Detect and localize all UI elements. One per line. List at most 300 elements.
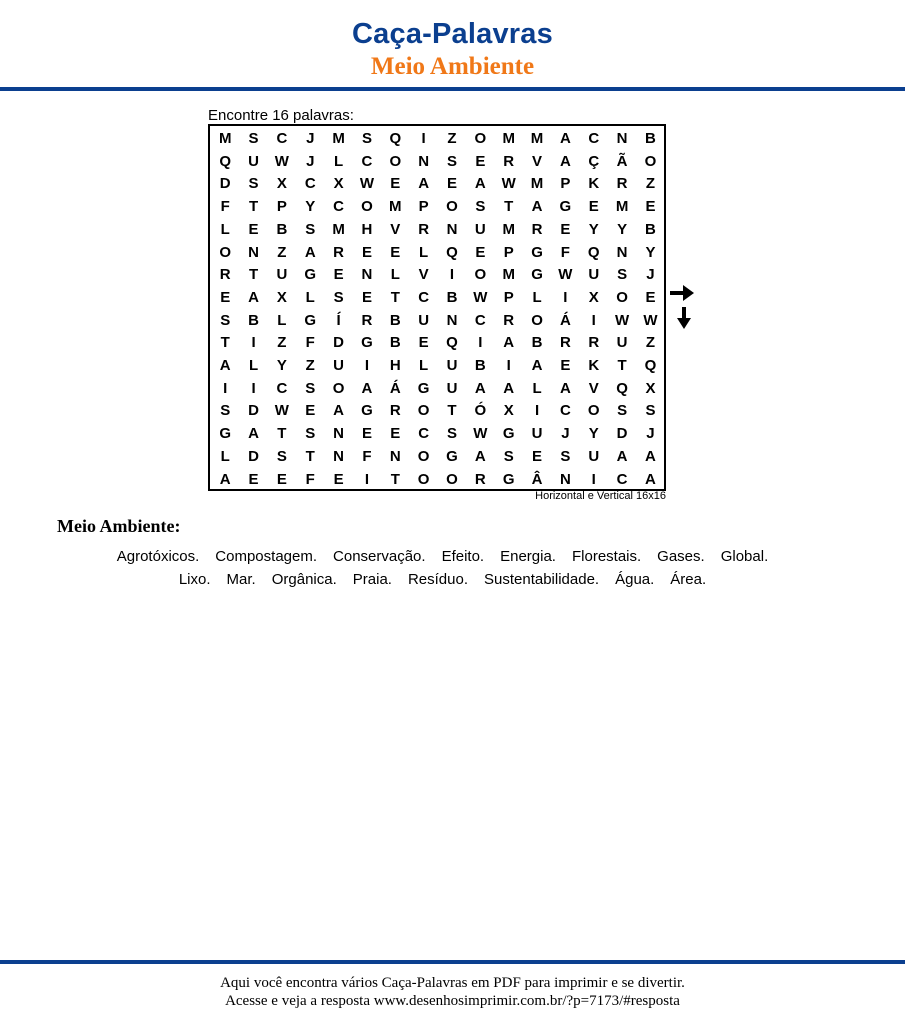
word-list-item: Orgânica. (271, 571, 337, 588)
grid-cell: K (588, 175, 600, 193)
instruction-text: Encontre 16 palavras: (208, 107, 354, 124)
grid-row (210, 172, 664, 195)
grid-cell: G (502, 425, 515, 443)
grid-cell: L (390, 266, 400, 284)
grid-cell: E (645, 198, 656, 216)
grid-cell: R (588, 334, 600, 352)
grid-cell: Á (389, 379, 401, 397)
grid-cell: G (219, 425, 232, 443)
grid-cell: S (248, 175, 259, 193)
word-list-item: Lixo. (178, 571, 211, 588)
grid-cell: O (361, 198, 373, 216)
grid-cell: Y (588, 425, 599, 443)
word-list-item: Florestais. (571, 548, 642, 565)
grid-cell: A (559, 152, 571, 170)
word-list-item: Gases. (657, 548, 705, 565)
word-list-item: Água. (615, 571, 655, 588)
grid-cell: Y (305, 198, 316, 216)
grid-cell: S (276, 447, 287, 465)
grid-cell: Y (588, 220, 599, 238)
grid-cell: N (418, 152, 430, 170)
grid-cell: W (501, 175, 516, 193)
grid-cell: U (616, 334, 628, 352)
grid-cell: E (361, 425, 372, 443)
word-list-item: Global. (720, 548, 769, 565)
grid-cell: S (446, 152, 457, 170)
grid-cell: W (643, 311, 658, 329)
grid-cell: X (645, 379, 656, 397)
grid-cell: W (473, 288, 488, 306)
grid-cell: O (417, 470, 430, 488)
grid-cell: P (560, 175, 571, 193)
grid-cell: Y (617, 220, 628, 238)
grid-cell: L (532, 288, 542, 306)
grid-cell: D (616, 425, 628, 443)
grid-cell: W (274, 152, 289, 170)
word-search-grid (208, 124, 666, 491)
grid-cell: C (361, 152, 373, 170)
grid-cell: N (616, 243, 628, 261)
word-list-item: Mar. (226, 571, 256, 588)
word-list-item: Resíduo. (407, 571, 468, 588)
word-list-item: Energia. (500, 548, 556, 565)
grid-cell: S (617, 266, 628, 284)
grid-cell: U (248, 152, 259, 170)
grid-cell: N (446, 311, 458, 329)
grid-cell: R (559, 334, 571, 352)
word-list-item: Agrotóxicos. (116, 548, 200, 565)
grid-cell: B (276, 220, 288, 238)
grid-cell: F (305, 334, 315, 352)
grid-cell: S (503, 447, 514, 465)
grid-cell: S (220, 402, 231, 420)
grid-row (210, 263, 664, 286)
grid-cell: S (446, 425, 457, 443)
grid-cell: S (475, 198, 486, 216)
grid-cell: T (248, 198, 259, 216)
grid-cell: N (361, 266, 373, 284)
grid-cell: F (560, 243, 570, 261)
word-list-item: Conservação. (333, 548, 426, 565)
grid-row (210, 195, 664, 218)
grid-cell: V (390, 220, 401, 238)
grid-cell: A (333, 402, 344, 420)
grid-cell: Q (587, 243, 600, 261)
grid-cell: G (502, 470, 515, 488)
grid-row (210, 445, 664, 468)
grid-cell: Y (276, 357, 287, 374)
grid-cell: C (559, 402, 571, 420)
grid-cell: L (248, 357, 259, 374)
grid-cell: C (418, 288, 430, 306)
grid-cell: O (587, 402, 600, 420)
grid-cell: N (248, 243, 259, 261)
grid-cell: X (588, 288, 599, 306)
grid-cell: I (223, 379, 228, 397)
grid-cell: E (276, 470, 287, 488)
grid-cell: P (503, 243, 514, 261)
grid-cell: M (389, 198, 402, 216)
grid-cell: E (588, 198, 599, 216)
grid-cell: J (646, 425, 655, 443)
grid-cell: A (531, 357, 543, 374)
arrow-down-icon (676, 307, 692, 329)
grid-cell: O (417, 402, 430, 420)
grid-row (210, 331, 664, 354)
grid-cell: W (615, 311, 630, 329)
grid-cell: O (474, 130, 487, 147)
grid-cell: S (645, 402, 656, 420)
grid-cell: R (503, 311, 515, 329)
grid-row (210, 468, 664, 491)
grid-cell: C (276, 379, 288, 397)
grid-cell: Z (277, 243, 287, 261)
grid-cell: C (304, 175, 316, 193)
grid-cell: D (333, 334, 344, 352)
grid-cell: A (645, 447, 656, 465)
grid-cell: A (559, 130, 571, 147)
grid-cell: U (588, 447, 600, 465)
grid-cell: C (276, 130, 288, 147)
grid-cell: W (558, 266, 573, 284)
grid-cell: Q (219, 152, 232, 170)
grid-cell: U (418, 311, 430, 329)
grid-cell: Ã (616, 152, 628, 170)
arrow-right-icon (670, 284, 694, 302)
grid-cell: Q (389, 130, 402, 147)
grid-row (210, 354, 664, 377)
grid-cell: T (220, 334, 230, 352)
grid-cell: G (304, 266, 317, 284)
word-list-item: Sustentabilidade. (484, 571, 600, 588)
grid-cell: Ó (474, 402, 487, 420)
grid-row (210, 399, 664, 422)
grid-cell: N (333, 447, 344, 465)
grid-cell: V (532, 152, 543, 170)
grid-cell: O (417, 447, 430, 465)
grid-cell: N (446, 220, 458, 238)
grid-cell: W (473, 425, 488, 443)
grid-cell: U (276, 266, 288, 284)
word-list-item: Compostagem. (215, 548, 318, 565)
grid-cell: N (389, 447, 401, 465)
grid-cell: Q (616, 379, 628, 397)
grid-cell: I (534, 402, 540, 420)
grid-cell: V (588, 379, 599, 397)
grid-cell: E (560, 357, 571, 374)
grid-cell: J (306, 152, 315, 170)
grid-cell: X (276, 288, 287, 306)
grid-cell: A (531, 198, 543, 216)
grid-cell: C (616, 470, 628, 488)
grid-cell: F (305, 470, 315, 488)
grid-cell: X (503, 402, 514, 420)
grid-cell: R (616, 175, 628, 193)
top-divider (0, 87, 905, 91)
grid-cell: B (446, 288, 458, 306)
grid-cell: Q (446, 243, 458, 261)
grid-cell: M (615, 198, 629, 216)
grid-cell: J (646, 266, 655, 284)
grid-cell: O (474, 266, 487, 284)
grid-cell: I (364, 470, 370, 488)
grid-cell: H (389, 357, 401, 374)
grid-cell: S (248, 130, 259, 147)
grid-cell: E (333, 266, 344, 284)
grid-cell: L (334, 152, 344, 170)
footer-line-2: Acesse e veja a resposta www.desenhosimprimir.com.br/?p=7173/#resposta (225, 993, 680, 1009)
page-title: Caça-Palavras (352, 18, 553, 50)
grid-cell: E (645, 288, 656, 306)
grid-cell: E (390, 243, 401, 261)
grid-cell: N (333, 425, 344, 443)
grid-cell: O (219, 243, 232, 261)
grid-cell: O (644, 152, 657, 170)
grid-row (210, 241, 664, 264)
grid-row (210, 286, 664, 309)
word-list-line-1 (0, 548, 885, 565)
grid-cell: R (531, 220, 543, 238)
grid-cell: I (364, 357, 370, 374)
word-list-item: Efeito. (441, 548, 485, 565)
grid-cell: A (474, 379, 486, 397)
grid-row (210, 309, 664, 332)
grid-cell: M (502, 130, 515, 147)
grid-cell: F (362, 447, 372, 465)
grid-cell: C (333, 198, 344, 216)
grid-cell: E (220, 288, 231, 306)
grid-cell: Z (645, 175, 656, 193)
grid-cell: B (645, 130, 656, 147)
grid-cell: R (361, 311, 373, 329)
grid-cell: C (418, 425, 430, 443)
word-list-line-2 (0, 571, 885, 588)
grid-cell: A (361, 379, 373, 397)
grid-cell: G (361, 402, 373, 420)
grid-cell: X (333, 175, 344, 193)
grid-cell: A (418, 175, 430, 193)
grid-cell: A (474, 447, 486, 465)
grid-cell: W (359, 175, 375, 193)
grid-cell: V (418, 266, 429, 284)
grid-cell: U (446, 357, 458, 374)
grid-cell: M (502, 220, 515, 238)
grid-cell: A (645, 470, 656, 488)
grid-cell: E (390, 175, 401, 193)
grid-cell: L (220, 220, 230, 238)
grid-cell: D (219, 175, 231, 193)
grid-cell: I (591, 470, 596, 488)
grid-cell: A (219, 470, 231, 488)
grid-cell: U (588, 266, 600, 284)
grid-cell: E (248, 220, 259, 238)
grid-cell: A (503, 334, 515, 352)
grid-cell: M (502, 266, 515, 284)
grid-cell: U (474, 220, 486, 238)
word-list-item: Área. (670, 571, 707, 588)
grid-row (210, 377, 664, 400)
grid-cell: I (506, 357, 511, 374)
grid-row (210, 150, 664, 173)
grid-cell: R (333, 243, 344, 261)
grid-cell: M (218, 130, 232, 147)
grid-cell: E (361, 288, 372, 306)
grid-cell: T (277, 425, 287, 443)
grid-cell: M (332, 130, 345, 147)
grid-cell: E (560, 220, 571, 238)
grid-cell: J (561, 425, 570, 443)
grid-cell: T (305, 447, 315, 465)
grid-cell: Z (447, 130, 457, 147)
grid-cell: E (248, 470, 259, 488)
grid-cell: S (220, 311, 231, 329)
grid-cell: Q (644, 357, 657, 374)
grid-cell: H (361, 220, 373, 238)
grid-cell: E (390, 425, 401, 443)
grid-cell: I (563, 288, 568, 306)
grid-cell: F (220, 198, 230, 216)
page-subtitle: Meio Ambiente (370, 53, 535, 80)
grid-cell: P (503, 288, 514, 306)
grid-cell: S (560, 447, 571, 465)
grid-cell: E (361, 243, 372, 261)
grid-cell: T (447, 402, 457, 420)
grid-cell: I (421, 130, 426, 147)
grid-cell: T (390, 470, 400, 488)
grid-cell: G (446, 447, 458, 465)
grid-cell: D (248, 447, 259, 465)
grid-cell: Z (645, 334, 656, 352)
grid-cell: W (274, 402, 289, 420)
grid-cell: L (532, 379, 542, 397)
grid-cell: G (531, 243, 543, 261)
grid-cell: R (418, 220, 430, 238)
grid-cell: L (419, 357, 429, 374)
grid-cell: I (251, 379, 256, 397)
grid-cell: A (559, 379, 571, 397)
grid-cell: E (475, 243, 486, 261)
word-list-title: Meio Ambiente: (57, 516, 181, 536)
grid-cell: Á (559, 311, 571, 329)
grid-cell: R (474, 470, 486, 488)
grid-cell: M (332, 220, 345, 238)
footer-line-1: Aqui você encontra vários Caça-Palavras em PDF para imprimir e se divertir. (220, 975, 685, 991)
grid-cell: Z (277, 334, 287, 352)
grid-cell: S (617, 402, 628, 420)
grid-cell: Q (446, 334, 458, 352)
grid-cell: C (474, 311, 486, 329)
grid-cell: L (305, 288, 315, 306)
grid-cell: M (530, 175, 544, 193)
grid-row (210, 127, 664, 150)
bottom-divider (0, 960, 905, 964)
grid-cell: A (503, 379, 515, 397)
grid-caption: Horizontal e Vertical 16x16 (535, 490, 666, 502)
grid-cell: A (248, 425, 259, 443)
grid-cell: O (332, 379, 345, 397)
grid-cell: J (306, 130, 315, 147)
grid-cell: Í (336, 311, 341, 329)
grid-cell: N (616, 130, 628, 147)
grid-cell: U (531, 425, 543, 443)
grid-cell: G (559, 198, 572, 216)
grid-cell: A (616, 447, 628, 465)
grid-cell: X (276, 175, 287, 193)
grid-cell: B (248, 311, 259, 329)
grid-row (210, 218, 664, 241)
grid-cell: P (276, 198, 287, 216)
grid-cell: L (419, 243, 429, 261)
grid-cell: G (417, 379, 430, 397)
grid-cell: O (446, 470, 458, 488)
grid-cell: K (588, 357, 600, 374)
grid-cell: N (559, 470, 571, 488)
grid-cell: G (304, 311, 317, 329)
grid-cell: B (531, 334, 543, 352)
grid-cell: E (475, 152, 486, 170)
grid-cell: U (333, 357, 344, 374)
grid-cell: L (220, 447, 230, 465)
grid-cell: A (474, 175, 486, 193)
grid-cell: D (248, 402, 259, 420)
grid-cell: G (361, 334, 373, 352)
grid-cell: I (591, 311, 596, 329)
grid-cell: E (532, 447, 543, 465)
grid-cell: C (588, 130, 600, 147)
grid-cell: T (504, 198, 514, 216)
word-list-item: Praia. (352, 571, 392, 588)
grid-cell: L (277, 311, 287, 329)
grid-cell: O (616, 288, 628, 306)
grid-cell: U (446, 379, 458, 397)
grid-cell: A (304, 243, 316, 261)
grid-cell: A (248, 288, 259, 306)
grid-cell: S (305, 379, 316, 397)
grid-cell: E (305, 402, 316, 420)
grid-cell: M (530, 130, 544, 147)
grid-cell: E (418, 334, 429, 352)
grid-cell: R (219, 266, 231, 284)
grid-row (210, 422, 664, 445)
grid-cell: I (478, 334, 483, 352)
grid-cell: O (531, 311, 543, 329)
grid-cell: T (390, 288, 400, 306)
grid-cell: Y (645, 243, 656, 261)
grid-cell: I (449, 266, 455, 284)
grid-cell: B (645, 220, 656, 238)
grid-cell: B (389, 311, 401, 329)
grid-cell: G (531, 266, 543, 284)
grid-cell: T (617, 357, 627, 374)
grid-cell: P (418, 198, 429, 216)
grid-cell: Ç (588, 152, 600, 170)
grid-cell: O (446, 198, 458, 216)
grid-cell: E (446, 175, 457, 193)
grid-cell: R (389, 402, 401, 420)
grid-cell: A (219, 357, 231, 374)
grid-cell: R (503, 152, 515, 170)
grid-cell: S (305, 220, 316, 238)
grid-cell: S (305, 425, 316, 443)
grid-cell: T (248, 266, 259, 284)
grid-cell: B (474, 357, 486, 374)
grid-cell: B (389, 334, 401, 352)
grid-cell: I (251, 334, 256, 352)
grid-cell: Z (305, 357, 315, 374)
grid-cell: E (333, 470, 344, 488)
grid-cell: Â (531, 470, 543, 488)
grid-cell: S (361, 130, 372, 147)
